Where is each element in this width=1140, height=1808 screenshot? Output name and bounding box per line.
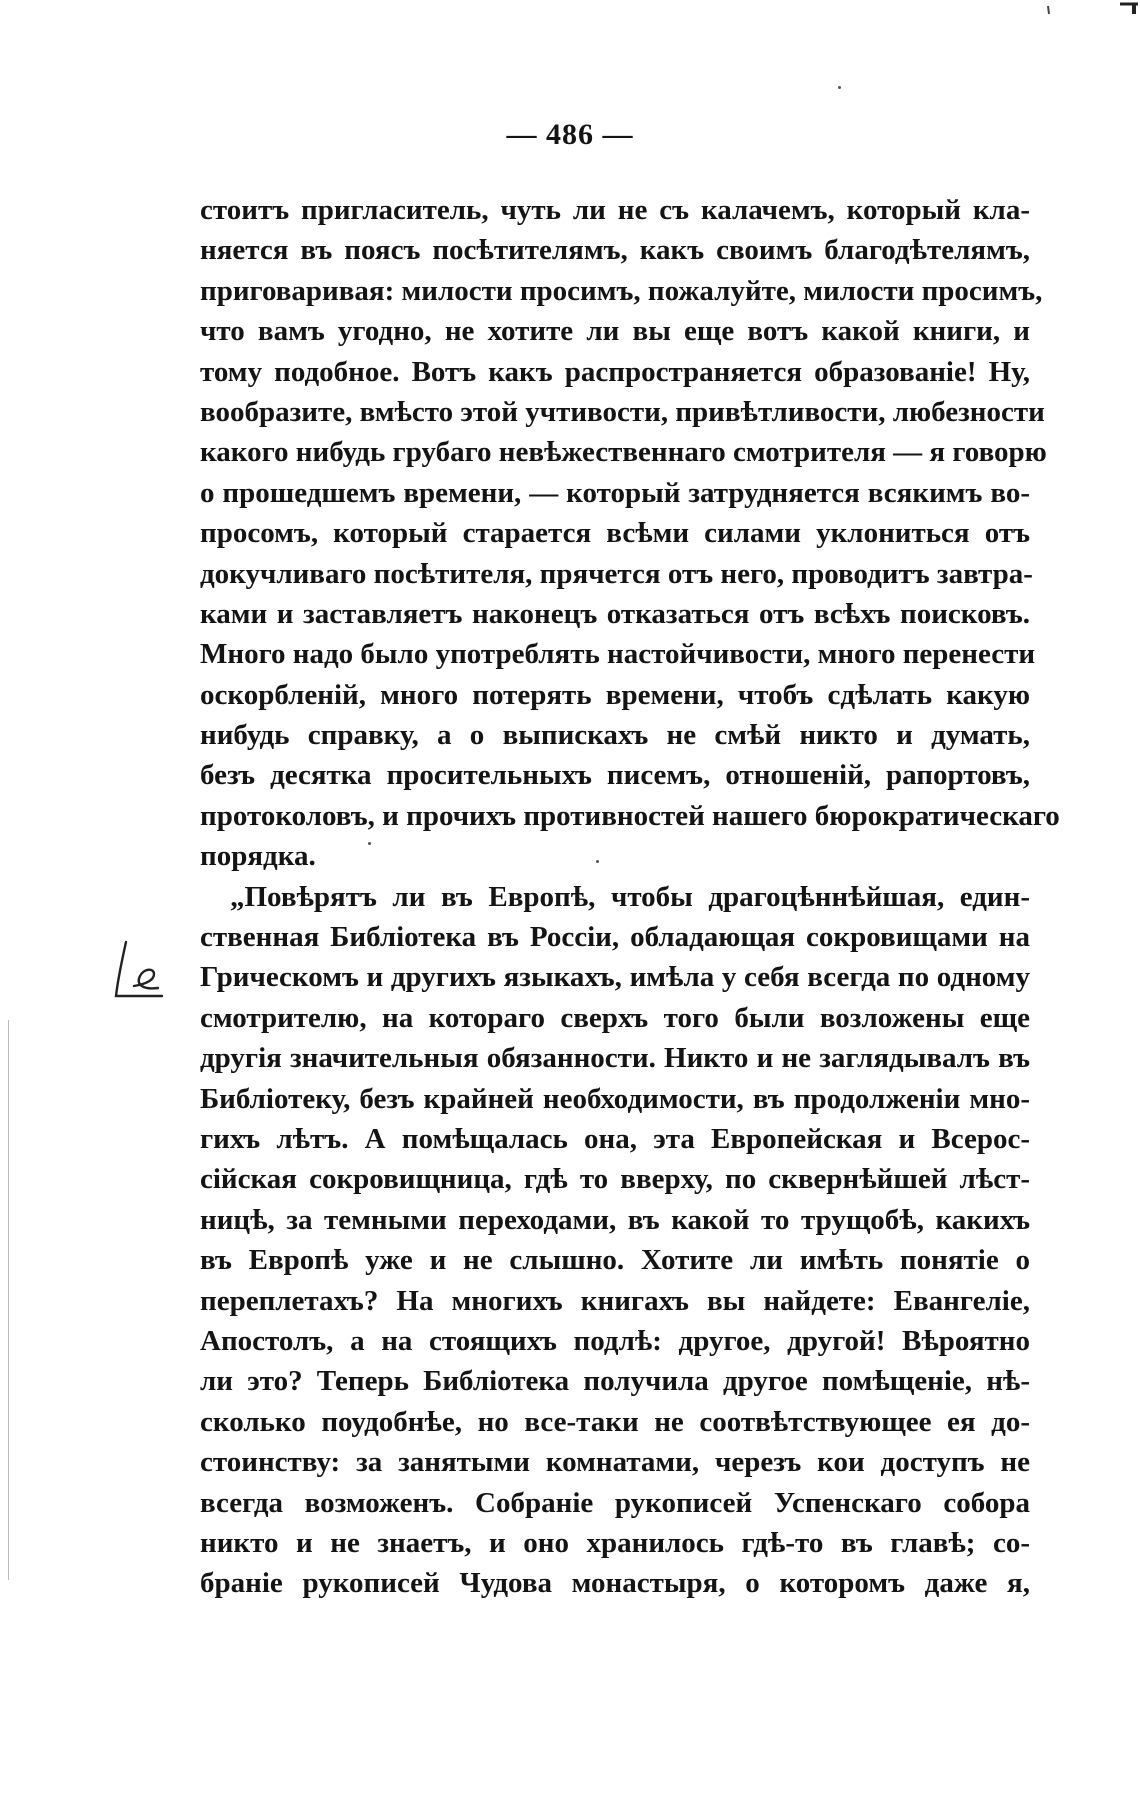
text-line: сійская сокровищница, гдѣ то вверху, по сквернѣйшей лѣст- xyxy=(200,1163,1030,1196)
text-line: гихъ лѣтъ. А помѣщалась она, эта Европейская и Всерос- xyxy=(200,1122,1030,1155)
text-line: стоитъ пригласитель, чуть ли не съ калачемъ, который кла- xyxy=(200,194,1030,226)
text-line: о прошедшемъ времени, — который затрудняется всякимъ во- xyxy=(200,476,1030,509)
text-line: нибудь справку, а о выпискахъ не смѣй никто и думать, xyxy=(200,719,1030,752)
text-line: какого нибудь грубаго невѣжественнаго смотрителя — я говорю xyxy=(200,436,1047,469)
text-line: просомъ, который старается всѣми силами уклониться отъ xyxy=(200,517,1030,550)
page-number: — 486 — xyxy=(506,118,634,151)
text-line: ками и заставляетъ наконецъ отказаться отъ всѣхъ поисковъ. xyxy=(200,597,1030,630)
paragraph xyxy=(200,190,1060,877)
corner-scan-mark xyxy=(1020,0,1140,40)
text-line: докучливаго посѣтителя, прячется отъ него, проводитъ завтра- xyxy=(200,557,1033,590)
text-line: няется въ поясъ посѣтителямъ, какъ своимъ благодѣтелямъ, xyxy=(200,234,1030,267)
text-line: „Повѣрятъ ли въ Европѣ, чтобы драгоцѣннѣйшая, един- xyxy=(230,880,1030,913)
text-line: вообразите, вмѣсто этой учтивости, привѣтливости, любезности xyxy=(200,395,1045,428)
text-line: въ Европѣ уже и не слышно. Хотите ли имѣть понятіе о xyxy=(200,1244,1030,1277)
text-line: протоколовъ, и прочихъ противностей нашего бюрократическаго xyxy=(200,799,1060,832)
text-line: Грическомъ и другихъ языкахъ, имѣла у себя всегда по одному xyxy=(200,961,1030,994)
text-line: Много надо было употреблять настойчивости, много перенести xyxy=(200,638,1036,671)
text-line: другія значительныя обязанности. Никто и не заглядывалъ въ xyxy=(200,1042,1030,1075)
text-line: переплетахъ? На многихъ книгахъ вы найдете: Евангеліе, xyxy=(200,1284,1030,1317)
text-line: ли это? Теперь Библіотека получила другое помѣщеніе, нѣ- xyxy=(200,1365,1030,1398)
text-line: Апостолъ, а на стоящихъ подлѣ: другое, другой! Вѣроятно xyxy=(200,1324,1030,1357)
body-text xyxy=(200,190,1060,1604)
text-line: Библіотеку, безъ крайней необходимости, въ продолженіи мно- xyxy=(200,1082,1030,1115)
speck-mark xyxy=(838,86,841,89)
text-line: что вамъ угодно, не хотите ли вы еще вотъ какой книги, и xyxy=(200,315,1030,348)
text-line: ственная Библіотека въ Россіи, обладающая сокровищами на xyxy=(200,921,1030,954)
text-line: никто и не знаетъ, и оно хранилось гдѣ-то въ главѣ; со- xyxy=(200,1526,1030,1559)
text-line: браніе рукописей Чудова монастыря, о которомъ даже я, xyxy=(200,1567,1030,1600)
handwritten-margin-note xyxy=(110,930,190,1010)
paragraph xyxy=(200,877,1030,1604)
text-line: оскорбленій, много потерять времени, чтобъ сдѣлать какую xyxy=(200,678,1030,711)
page-edge-shadow xyxy=(8,1020,9,1580)
text-line: стоинству: за занятыми комнатами, черезъ кои доступъ не xyxy=(200,1446,1030,1479)
text-line: приговаривая: милости просимъ, пожалуйте, милости просимъ, xyxy=(200,274,1043,307)
text-line: сколько поудобнѣе, но все-таки не соотвѣтствующее ея до- xyxy=(200,1405,1030,1438)
text-line: всегда возможенъ. Собраніе рукописей Успенскаго собора xyxy=(200,1486,1030,1519)
text-line: тому подобное. Вотъ какъ распространяется образованіе! Ну, xyxy=(200,355,1030,388)
text-line: порядка. xyxy=(200,840,316,873)
text-line: ницѣ, за темными переходами, въ какой то трущобѣ, какихъ xyxy=(200,1203,1030,1236)
text-line: безъ десятка просительныхъ писемъ, отношеній, рапортовъ, xyxy=(200,759,1030,792)
text-line: смотрителю, на котораго сверхъ того были возложены еще xyxy=(200,1001,1030,1034)
